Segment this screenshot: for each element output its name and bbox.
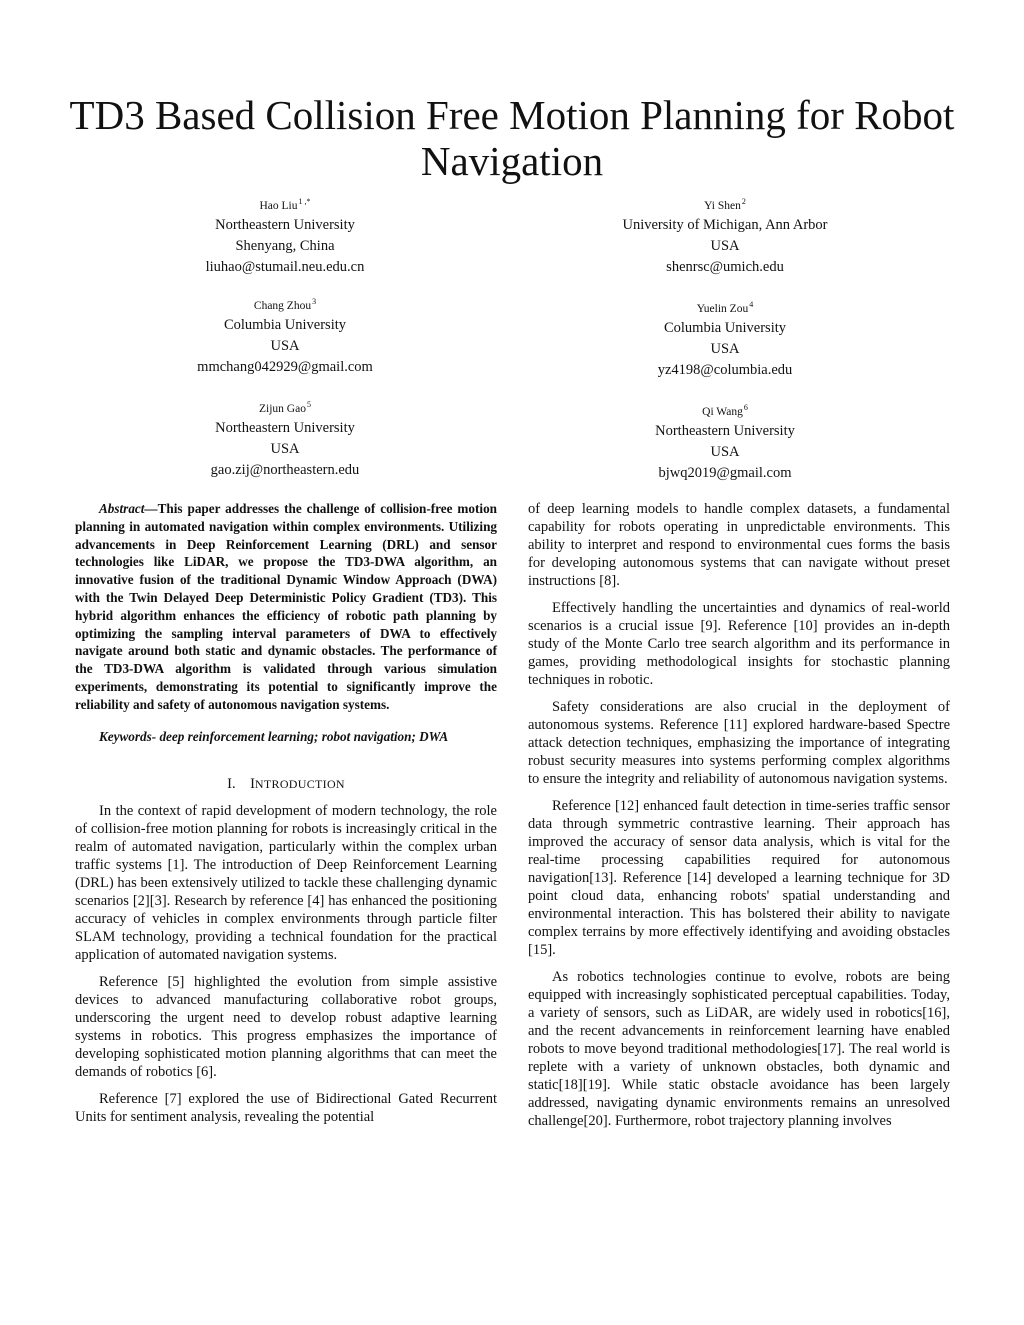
author-email[interactable]: yz4198@columbia.edu — [657, 362, 793, 378]
body-paragraph: Reference [12] enhanced fault detection in time-series traffic sensor data through symmetric contrastive learning. Their approach has improved the accuracy of sensor data analysis, which is vital for the real-time processing capabilities required for autonomous navigation[13]. Reference [14] developed a learning technique for 3D point cloud data, enhancing robots' spatial understanding and environmental interaction. This has bolstered their ability to navigate complex terrains by more effectively identifying and avoiding obstacles [15]. — [528, 798, 950, 958]
author-location: USA — [710, 444, 740, 460]
author-block-2 — [570, 193, 880, 278]
body-paragraph: As robotics technologies continue to evolve, robots are being equipped with increasingly sophisticated perceptual capabilities. Today, a variety of sensors, such as LiDAR, are widely used in robotics[16], and the recent advancements in reinforcement learning have enabled robots to move beyond traditional methodologies[17]. The real world is replete with a variety of unknown obstacles, both dynamic and static[18][19]. While static obstacle avoidance has been largely addressed, navigating dynamic environments remains an unresolved challenge[20]. Furthermore, robot trajectory planning involves — [528, 969, 950, 1129]
section-heading — [75, 775, 497, 793]
author-email[interactable]: shenrsc@umich.edu — [666, 259, 784, 275]
author-superscript: 2 — [741, 197, 746, 206]
author-location: USA — [710, 238, 740, 254]
paper-title: TD3 Based Collision Free Motion Planning for Robot Navigation — [69, 92, 955, 184]
author-affiliation: Northeastern University — [215, 420, 355, 436]
body-paragraph: Reference [7] explored the use of Bidirectional Gated Recurrent Units for sentiment analysis, revealing the potential — [75, 1091, 497, 1126]
author-affiliation: Northeastern University — [215, 217, 355, 233]
abstract-label: Abstract— — [99, 501, 158, 516]
section-first-letter: I — [250, 776, 255, 793]
author-email[interactable]: mmchang042929@gmail.com — [197, 359, 373, 375]
author-block-5 — [130, 396, 440, 481]
author-affiliation: Columbia University — [663, 320, 787, 336]
author-name: Zijun Gao — [259, 403, 306, 415]
body-paragraph: Reference [5] highlighted the evolution from simple assistive devices to advanced manufacturing collaborative robot groups, underscoring the urgent need to develop robust adaptive learning systems in robotics. This progress emphasizes the importance of developing sophisticated motion planning algorithms that can meet the demands of robotics [6]. — [75, 974, 497, 1081]
author-superscript: 6 — [743, 403, 748, 412]
author-affiliation: Northeastern University — [655, 423, 795, 439]
body-paragraph: Safety considerations are also crucial in the deployment of autonomous systems. Reference [11] explored hardware-based Spectre attack detection techniques, emphasizing the importance of integrating robust security measures into systems performing complex algorithms to ensure the integrity and reliability of autonomous navigation systems. — [528, 699, 950, 787]
author-superscript: 4 — [749, 300, 754, 309]
author-email[interactable]: bjwq2019@gmail.com — [658, 465, 792, 481]
author-superscript: 3 — [312, 297, 317, 306]
section-number: I. — [227, 776, 236, 793]
author-name: Chang Zhou — [253, 300, 312, 312]
body-paragraph: In the context of rapid development of modern technology, the role of collision-free motion planning for robots is increasingly critical in the realm of automated navigation, particularly within the complex urban traffic systems [1]. The introduction of Deep Reinforcement Learning (DRL) has been extensively utilized to tackle these challenging dynamic scenarios [2][3]. Research by reference [4] has enhanced the positioning accuracy of vehicles in complex environments through particle filter SLAM technology, providing a technical foundation for the practical application of automated navigation systems. — [75, 803, 497, 964]
author-superscript: 1 ,* — [298, 197, 311, 206]
author-affiliation: Columbia University — [223, 317, 347, 333]
body-paragraph: Effectively handling the uncertainties and dynamics of real-world scenarios is a crucial issue [9]. Reference [10] provides an in-depth study of the Monte Carlo tree search algorithm and its performance in games, providing methodological insights for stochastic planning techniques in robotic. — [528, 600, 950, 688]
author-name: Yi Shen — [704, 200, 741, 212]
section-title-rest: NTRODUCTION — [254, 777, 345, 792]
keywords: Keywords- deep reinforcement learning; robot navigation; DWA — [99, 728, 449, 744]
author-block-6 — [570, 399, 880, 484]
author-block-1 — [130, 193, 440, 278]
left-column — [75, 500, 497, 1126]
author-location: Shenyang, China — [235, 238, 335, 254]
author-superscript: 5 — [306, 400, 311, 409]
author-email[interactable]: gao.zij@northeastern.edu — [210, 462, 360, 478]
author-location: USA — [710, 341, 740, 357]
abstract — [75, 500, 497, 714]
author-block-4 — [570, 296, 880, 381]
author-affiliation: University of Michigan, Ann Arbor — [622, 217, 828, 233]
author-location: USA — [270, 441, 300, 457]
author-name: Yuelin Zou — [696, 303, 749, 315]
abstract-text: This paper addresses the challenge of collision-free motion planning in automated navigation within complex environments. Utilizing advancements in Deep Reinforcement Learning (DRL) and sensor technologies like LiDAR, we propose the TD3-DWA algorithm, an innovative fusion of the traditional Dynamic Window Approach (DWA) with the Twin Delayed Deep Deterministic Policy Gradient (TD3). This hybrid algorithm enhances the efficiency of robotic path planning by optimizing the sampling interval parameters of DWA to effectively navigate around both static and dynamic obstacles. The performance of the TD3-DWA algorithm is validated through various simulation experiments, demonstrating its potential to significantly improve the reliability and safety of autonomous navigation systems. — [75, 501, 497, 712]
author-location: USA — [270, 338, 300, 354]
author-name: Qi Wang — [702, 406, 743, 418]
author-block-3 — [130, 293, 440, 378]
body-paragraph: of deep learning models to handle complex datasets, a fundamental capability for robots operating in unpredictable environments. This ability to interpret and respond to environmental cues forms the basis for developing autonomous systems that can navigate without preset instructions [8]. — [528, 501, 950, 589]
author-name: Hao Liu — [259, 200, 298, 212]
author-email[interactable]: liuhao@stumail.neu.edu.cn — [205, 259, 365, 275]
right-column — [528, 500, 950, 1130]
